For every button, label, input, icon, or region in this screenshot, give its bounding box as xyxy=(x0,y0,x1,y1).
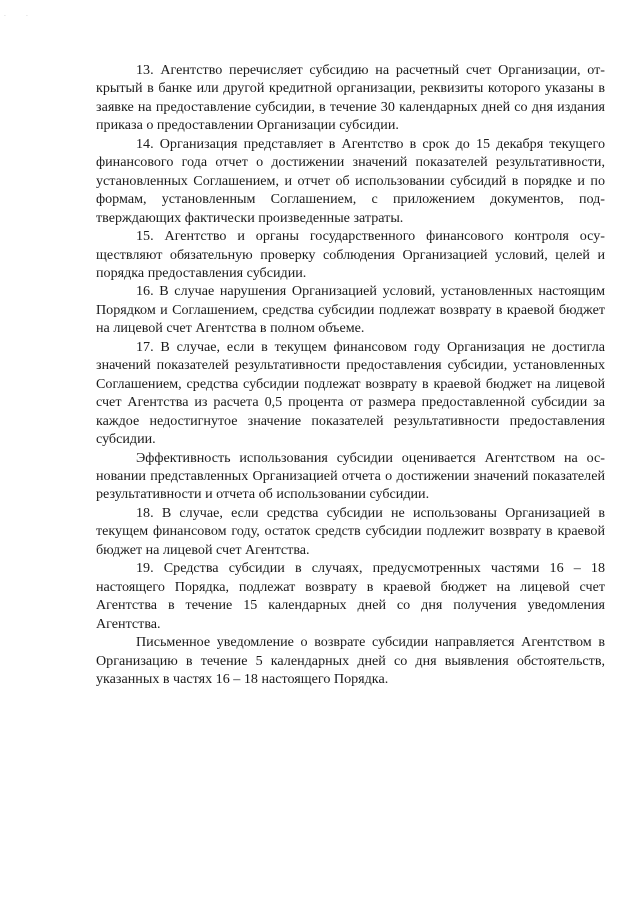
paragraph-13: 13. Агентство перечисляет субсидию на расчетный счет Организации, открытый в банке или другой кредитной организации, реквизиты которого указаны в заявке на предоставление субсидии, в течение 30 календарных дней со дня издания приказа о предоставлении Организации субсидии. xyxy=(96,62,605,134)
paragraph-17: 17. В случае, если в текущем финансовом году Организация не достигла значений показателей результативности предоставления субсидии, установленных Соглашением, средства субсидии подлежат возврату в краевой бюджет на лицевой счет Агентства из расчета 0,5 процента от размера предоставленной субсидии за каждое недостигнутое значение показателей результативности предоставления субсидии. xyxy=(96,338,605,448)
document-body xyxy=(96,61,605,688)
paragraph-14: 14. Организация представляет в Агентство в срок до 15 декабря текущего финансового года отчет о достижении значений показателей результативности, установленных Соглашением, и отчет об использовании субсидий в порядке и по формам, установленным Соглашением, с приложением документов, подтверждающих фактически произведенные затраты. xyxy=(96,135,605,226)
paragraph-efficiency: Эффективность использования субсидии оценивается Агентством на основании представленных Организацией отчета о достижении значений показателей результативности и отчета об использовании субсидии. xyxy=(96,449,605,503)
paragraph-15: 15. Агентство и органы государственного финансового контроля осуществляют обязательную проверку соблюдения Организацией условий, целей и порядка предоставления субсидии. xyxy=(96,228,605,281)
scan-speck: · xyxy=(26,13,28,20)
paragraph-18: 18. В случае, если средства субсидии не использованы Организацией в текущем финансовом году, остаток средств субсидии подлежит возврату в краевой бюджет на лицевой счет Агентства. xyxy=(96,504,605,558)
paragraph-19: 19. Средства субсидии в случаях, предусмотренных частями 16 – 18 настоящего Порядка, подлежат возврату в краевой бюджет на лицевой счет Агентства в течение 15 календарных дней со дня получения уведомления Агентства. xyxy=(96,560,605,632)
scan-speck: · xyxy=(4,13,6,20)
paragraph-notification: Письменное уведомление о возврате субсидии направляется Агентством в Организацию в течение 5 календарных дней со дня выявления обстоятельств, указанных в частях 16 – 18 настоящего Порядка. xyxy=(96,634,605,687)
paragraph-16: 16. В случае нарушения Организацией условий, установленных настоящим Порядком и Соглашением, средства субсидии подлежат возврату в краевой бюджет на лицевой счет Агентства в полном объеме. xyxy=(96,283,605,337)
